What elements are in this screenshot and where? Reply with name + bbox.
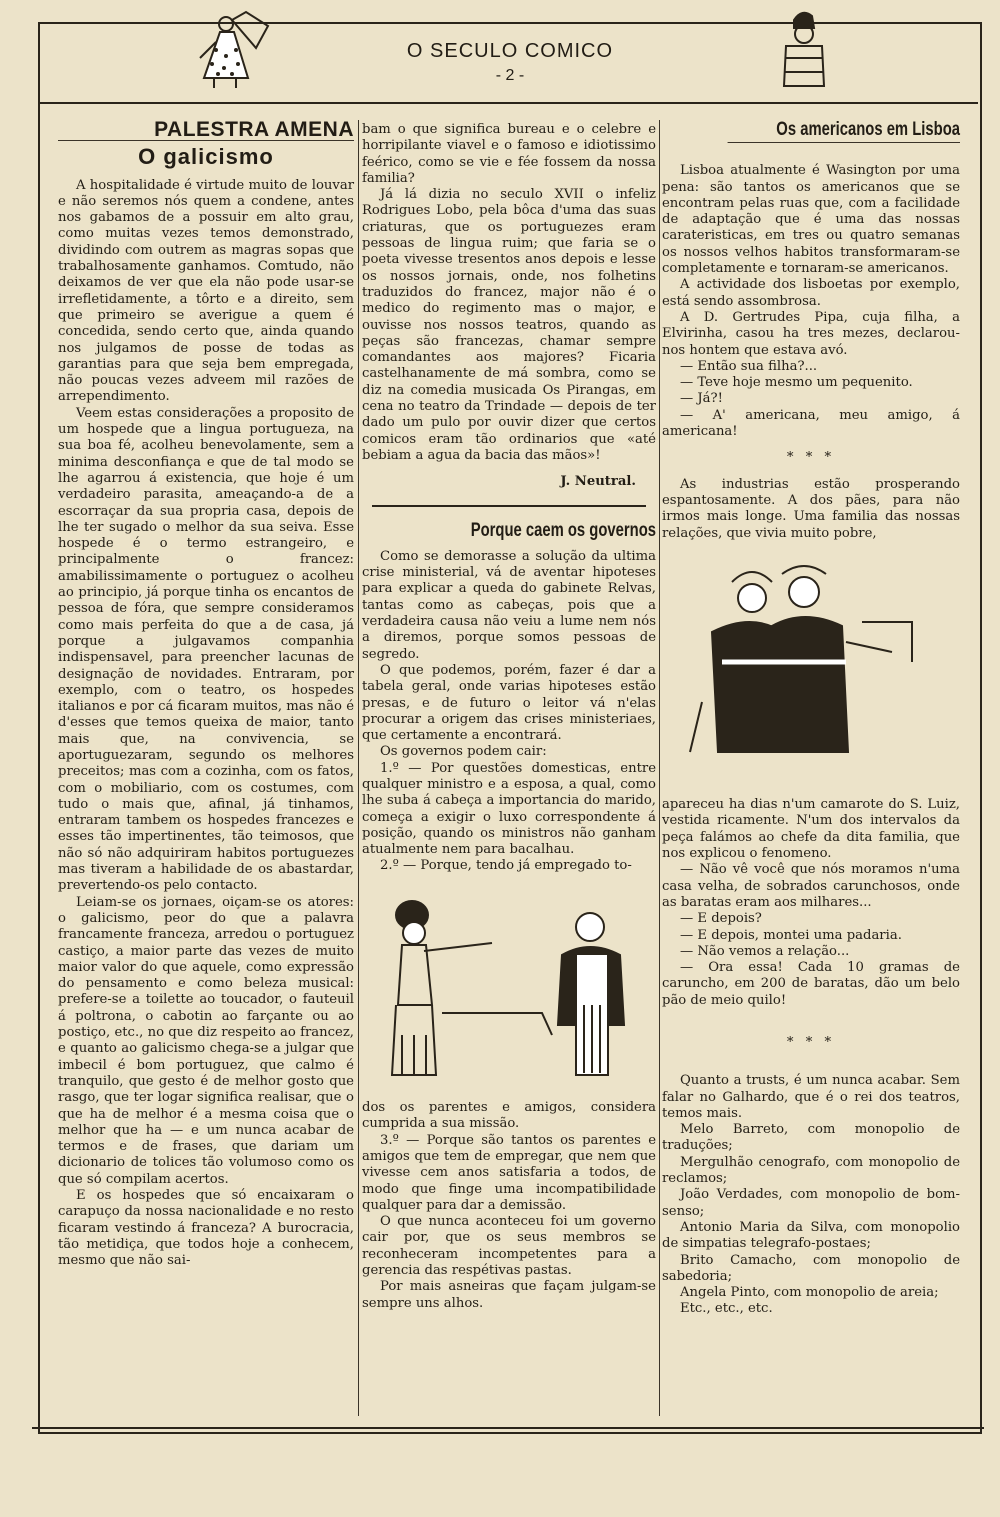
paragraph: — Ora essa! Cada 10 gramas de caruncho, em 200 de baratas, dão um belo pão de meio quilo!	[662, 960, 960, 1008]
column-divider	[659, 120, 660, 1416]
paragraph: — E depois, montei uma padaria.	[680, 927, 902, 943]
paragraph: Etc., etc., etc.	[680, 1301, 773, 1317]
newspaper-title: O SECULO COMICO	[406, 40, 614, 62]
paragraph: Melo Barreto, com monopolio de traduções;	[662, 1122, 960, 1154]
paragraph: Mergulhão cenografo, com monopolio de reclamos;	[662, 1154, 960, 1187]
sailors-illustration	[662, 552, 958, 782]
paragraph: Lisboa atualmente é Wasington por uma pena: são tantos os americanos que se encontram pelas ruas que, com a facilidade de adaptação que é uma das nossas carateristicas, em tres ou quatro semanas os nossos velhos habitos transformaram-se completamente e tornaram-se americanos.	[662, 163, 960, 277]
paragraph: Angela Pinto, com monopolio de areia;	[680, 1285, 939, 1301]
paragraph: Os governos podem cair:	[380, 744, 547, 760]
paragraph: O que nunca aconteceu foi um governo cair por, que os seus membros se reconheceram incompetentes para a gerencia das respétivas pastas.	[362, 1214, 656, 1279]
paragraph: — E depois?	[680, 911, 762, 927]
paragraph: Como se demorasse a solução da ultima crise ministerial, vá de aventar hipoteses para explicar a queda do gabinete Relvas, tantas como as cabeças, pois que a verdadeira causa não veiu a lume nem nós a diremos, porque somos pessoas de segredo.	[362, 548, 656, 662]
column-3	[662, 119, 960, 1318]
section-separator: * * *	[786, 450, 836, 466]
paragraph: dos os parentes e amigos, considera cumprida a sua missão.	[362, 1100, 656, 1132]
paragraph: 2.º — Porque, tendo já empregado to-	[380, 858, 632, 874]
paragraph: — Não vemos a relação...	[680, 943, 850, 959]
paragraph: Brito Camacho, com monopolio de sabedoria;	[662, 1252, 960, 1284]
paragraph: O que podemos, porém, fazer é dar a tabela geral, onde varias hipoteses estão presas, e de futuro o leitor vá n'elas procurar a origem das crises ministeriaes, que certamente a encontrará.	[362, 662, 656, 744]
paragraph: A D. Gertrudes Pipa, cuja filha, a Elvirinha, casou ha tres mezes, declarou-nos hontem que estava avó.	[662, 309, 960, 358]
masthead	[330, 40, 690, 85]
paragraph: João Verdades, com monopolio de bom-senso;	[662, 1187, 960, 1219]
column-2	[362, 122, 656, 1312]
article-title: Porque caem os governos	[470, 519, 656, 541]
paragraph: — Já?!	[680, 391, 723, 407]
bottom-rule	[32, 1427, 984, 1429]
column-divider	[358, 120, 359, 1416]
column-1	[58, 118, 354, 1269]
paragraph: Antonio Maria da Silva, com monopolio de simpatias telegrafo-postaes;	[662, 1219, 960, 1252]
paragraph: 1.º — Por questões domesticas, entre qualquer ministro e a esposa, a qual, como lhe suba á cabeça a importancia do marido, começa a exigir o luxo correspondente á posição, quando os ministros não ganham atualmente nem para bacalhau.	[362, 760, 656, 858]
paragraph: As industrias estão prosperando espantosamente. A dos pães, para não irmos mais longe. Uma familia das nossas relações, que vivia muito pobre,	[662, 476, 960, 541]
header-rule	[40, 102, 978, 104]
section-separator: * * *	[786, 1034, 836, 1050]
paragraph: Veem estas considerações a proposito de um hospede que a lingua portugueza, na sua boa fé, acolheu benevolamente, sem a minima desconfiança e que de tal modo se lhe agarrou á existencia, que hoje é um verdadeiro parasita, ameaçando-a de a escorraçar da sua propria casa, depois de lhe ter sugado o melhor da sua seiva. Esse hospede é o termo estrangeiro, e principalmente o francez: amabilissimamente o portuguez o acolheu ao principio, já porque tinha os encantos de pessoa de fóra, que sempre consideramos como mais perfeita do que a de casa, já porque a julgavamos companhia indispensavel, para preencher lacunas de designação de novidades. Entraram, por exemplo, com o teatro, os hospedes italianos e por cá ficaram muitos, mas não é d'esses que temos queixa de maior, tanto mais que, na convivencia, se aportuguezaram, segundo os melhores preceitos; mas com a cozinha, com os fatos, com o mobiliario, com os costumes, com tudo o mais que, afinal, já tinhamos, entraram tambem os hospedes francezes e esses tão impertinentes, tão teimosos, que não só não adquiriram habitos portuguezes mas tiveram a habilidade de os abastardar, prevertendo-os pelo contacto.	[58, 405, 354, 894]
paragraph: Por mais asneiras que façam julgam-se sempre uns alhos.	[362, 1279, 656, 1311]
paragraph: Quanto a trusts, é um nunca acabar. Sem falar no Galhardo, que é o rei dos teatros, temos mais.	[662, 1073, 960, 1121]
page-number: - 2 -	[495, 67, 525, 84]
man-barrel-figure-icon	[774, 6, 834, 90]
paragraph: A hospitalidade é virtude muito de louvar e não seremos nós quem a condene, antes nos gabamos de a possuir em alto grau, como muitas vezes temos demonstrado, dividindo com outrem as magras sopas que trabalhosamente ganhamos. Comtudo, não deixamos de ver que ela não pode usar-se irrefletidamente, a tôrto e a direito, sem que primeiro se averigue a quem é concedida, sendo certo que, ainda quando nos julgamos de posse de todas as garantias para que seja bem empregada, não poucas vezes adveem mil razões de arrependimento.	[58, 177, 354, 405]
paragraph: Já lá dizia no seculo XVII o infeliz Rodrigues Lobo, pela bôca d'uma das suas criaturas, que os portuguezes eram pessoas de lingua ruim; que faria se o poeta vivesse tresentos anos depois e lesse os nossos jornais, onde, nos folhetins traduzidos do francez, major não é o medico do regimento mas o major, e ouvisse nos nossos teatros, quando as peças são francezas, chamar sempre comandantes aos majores? Ficaria castelhanamente de má sombra, como se diz na comedia musicada Os Pirangas, em cena no teatro da Trindade — depois de ter dado um pulo por ouvir dizer que certos comicos eram tão ordinarios que «até bebiam a agua da bacia das mãos»!	[362, 187, 656, 463]
paragraph: — A' americana, meu amigo, á americana!	[662, 407, 960, 440]
paragraph: 3.º — Porque são tantos os parentes e amigos que tem de empregar, que nem que vivesse cem anos satisfaria a todos, de modo que finge uma incompatibilidade qualquer para dar a demissão.	[362, 1132, 656, 1213]
article-title: Os americanos em Lisboa	[728, 122, 960, 143]
paragraph: apareceu ha dias n'um camarote do S. Luiz, vestida ricamente. N'um dos intervalos da peça falámos ao chefe da dita familia, que nos explicou o fenomeno.	[662, 797, 960, 862]
paragraph: bam o que significa bureau e o celebre e horripilante viavel e o famoso e idiotissimo feérico, como se vie e fée fossem da nossa familia?	[362, 122, 656, 186]
section-heading: PALESTRA AMENA	[58, 122, 354, 141]
article-title: O galicismo	[138, 144, 274, 170]
paragraph: E os hospedes que só encaixaram o carapuço da nossa nacionalidade e no resto ficaram vestindo á franceza? A burocracia, tão metidiça, que todos hoje a conhecem, mesmo que não sai-	[58, 1188, 354, 1269]
paragraph: — Não vê você que nós moramos n'uma casa velha, de sobrados carunchosos, onde as baratas eram aos milhares...	[662, 862, 960, 910]
paragraph: — Teve hoje mesmo um pequenito.	[680, 375, 913, 391]
couple-illustration	[362, 885, 652, 1085]
woman-figure-icon	[186, 6, 274, 90]
paragraph: A actividade dos lisboetas por exemplo, está sendo assombrosa.	[662, 277, 960, 309]
signature: J. Neutral.	[560, 474, 636, 490]
paragraph: — Então sua filha?...	[680, 358, 818, 374]
divider	[372, 505, 646, 507]
paragraph: Leiam-se os jornaes, oiçam-se os atores: o galicismo, peor do que a palavra francamente franceza, arredou o portuguez castiço, a maior parte das vezes de muito maior valor do que aquele, como expressão do pensamento e como beleza musical: prefere-se a toilette ao toucador, o fauteuil á poltrona, o cabotin ao farçante ou ao postiço, etc., no que diz respeito ao francez, e quanto ao galicismo chega-se a julgar que imbecil é bom portuguez, que calmo é tranquilo, que gesto é de melhor gosto que rasgo, que ter logar significa realisar, que o que ha de melhor é a mesma coisa que o melhor que ha — e um nunca acabar de termos e de frases, que dariam um dicionario de tolices tão volumoso como os que só compilam acertos.	[58, 894, 354, 1187]
